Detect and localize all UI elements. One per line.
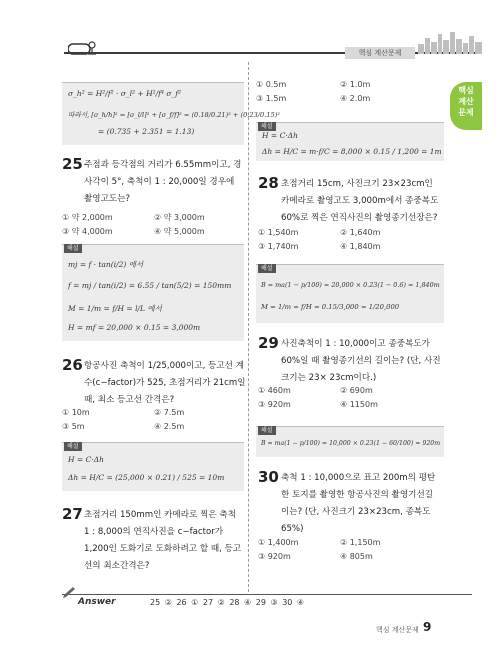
solution-box: [256, 264, 444, 323]
option-3[interactable]: ③ 1.5m: [256, 94, 287, 103]
question-line: 사각이 5°, 축척이 1 : 20,000일 경우에: [84, 177, 235, 187]
option-3[interactable]: ③ 5m: [62, 422, 85, 431]
answer-bar: [62, 594, 472, 609]
solution-line: σ_h² = H²/f² · σ_l² + H²/f⁴ σ_f²: [68, 89, 181, 98]
question-line: 촬영고도는?: [84, 194, 131, 204]
question-text: [281, 176, 451, 227]
question-line: 초점거리 15cm, 사진크기 23×23cm인: [281, 179, 433, 189]
solution-line: H = C·Δh: [262, 131, 298, 140]
question-line: 1,200인 도화기로 도화하려고 할 때, 등고: [84, 544, 242, 554]
side-tab-line-3: 문제: [458, 108, 474, 117]
solution-tag: 해설: [258, 426, 276, 435]
side-tab-line-2: 계산: [458, 97, 474, 106]
question-line: 선의 최소간격은?: [84, 561, 150, 571]
option-4[interactable]: ④ 2.5m: [154, 422, 185, 431]
solution-line: Δh = H/C = m·f/C = 8,000 × 0.15 / 1,200 = 1m: [262, 147, 442, 156]
pencil-icon: [62, 587, 76, 599]
question-text: [84, 157, 246, 208]
skyline-icon: [418, 30, 482, 54]
option-4[interactable]: ④ 1,840m: [340, 242, 381, 251]
option-4[interactable]: ④ 805m: [340, 552, 373, 561]
option-2[interactable]: ② 1.0m: [340, 80, 371, 89]
question-line: 크기는 23× 23cm이다.): [281, 373, 377, 383]
question-number: 26: [62, 356, 83, 374]
question-line: 항공사진 축척이 1/25,000이고, 등고선 계: [84, 361, 245, 371]
question-line: 수(c−factor)가 525, 초점거리가 21cm일: [84, 378, 246, 388]
question-number: 29: [258, 334, 279, 352]
solution-line: mj = f · tan(i/2) 에서: [68, 260, 144, 269]
answer-options: [258, 538, 448, 568]
question-number: 27: [62, 505, 83, 523]
solution-box: [62, 442, 244, 491]
side-tab-line-1: 핵심: [458, 86, 474, 95]
solution-line: 따라서, [σ_h/h]² = [σ_l/l]² + [σ_f/f]² = (0.18/0.21)² + (0.23/0.15)²: [68, 111, 280, 119]
question-text: [84, 358, 246, 409]
answer-options: [258, 228, 448, 258]
option-1[interactable]: ① 약 2,000m: [62, 213, 113, 222]
solution-line: M = 1/m = f/H = l/L 에서: [68, 304, 162, 313]
solution-tag: 해설: [258, 122, 276, 131]
question-number: 28: [258, 174, 279, 192]
option-3[interactable]: ③ 약 4,000m: [62, 227, 113, 236]
answer-label: Answer: [78, 597, 116, 607]
question-line: 카메라로 촬영고도 3,000m에서 종중복도: [281, 196, 439, 206]
question-text: [281, 336, 451, 387]
answer-options: [62, 212, 244, 242]
option-2[interactable]: ② 7.5m: [154, 408, 185, 417]
solution-tag: 해설: [258, 264, 276, 273]
option-3[interactable]: ③ 1,740m: [258, 242, 299, 251]
solution-box: [62, 244, 244, 341]
option-4[interactable]: ④ 2.0m: [340, 94, 371, 103]
solution-tag: 해설: [64, 244, 82, 253]
question-number: 30: [258, 468, 279, 486]
solution-line: f = mj / tan(i/2) = 6.55 / tan(5/2) = 150mm: [68, 281, 232, 290]
question-line: 한 토지를 촬영한 항공사진의 촬영기선길: [281, 490, 434, 500]
question-line: 때, 최소 등고선 간격은?: [84, 395, 175, 405]
question-line: 이는? (단, 사진크기 23×23cm, 종복도: [281, 507, 431, 517]
page-number: 9: [423, 620, 432, 634]
solution-line: M = 1/m = f/H = 0.15/3,000 = 1/20,000: [261, 303, 400, 311]
answer-options: [256, 80, 446, 110]
solution-box: [256, 426, 444, 457]
question-line: 60%일 때 촬영종기선의 길이는? (단, 사진: [281, 356, 441, 366]
option-2[interactable]: ② 690m: [340, 386, 373, 395]
question-text: [84, 507, 246, 575]
side-chapter-tab: [450, 82, 482, 130]
question-line: 초점거리 150mm인 카메라로 찍은 축척: [84, 510, 236, 520]
solution-box: [256, 122, 444, 161]
option-2[interactable]: ② 1,640m: [340, 228, 381, 237]
question-line: 65%): [281, 524, 304, 534]
solution-line: B = ma(1 − p/100) = 10,000 × 0.23(1 − 60/100) = 920m: [261, 440, 441, 447]
option-2[interactable]: ② 약 3,000m: [154, 213, 205, 222]
solution-line: H = C·Δh: [68, 455, 104, 464]
answer-options: [62, 408, 244, 438]
footer-chapter: 핵심 계산문제: [376, 626, 419, 634]
solution-line: = (0.735 + 2.351 = 1.13): [98, 127, 195, 136]
question-line: 주점과 등각점의 거리가 6.55mm이고, 경: [84, 160, 242, 170]
option-3[interactable]: ③ 920m: [258, 400, 291, 409]
option-4[interactable]: ④ 1150m: [340, 400, 378, 409]
question-line: 축척 1 : 10,000으로 표고 200m의 평탄: [281, 473, 436, 483]
option-1[interactable]: ① 10m: [62, 408, 90, 417]
option-4[interactable]: ④ 약 5,000m: [154, 227, 205, 236]
option-1[interactable]: ① 1,540m: [258, 228, 299, 237]
option-1[interactable]: ① 460m: [258, 386, 291, 395]
answer-options: [258, 386, 448, 416]
answer-values: 25 ② 26 ① 27 ② 28 ④ 29 ③ 30 ④: [150, 598, 305, 607]
question-line: 사진축척이 1 : 10,000이고 종중복도가: [281, 339, 430, 349]
option-1[interactable]: ① 1,400m: [258, 538, 299, 547]
solution-line: Δh = H/C = (25,000 × 0.21) / 525 = 10m: [68, 473, 225, 482]
question-line: 60%로 찍은 연직사진의 촬영종기선장은?: [281, 213, 438, 223]
question-number: 25: [62, 155, 83, 173]
question-text: [281, 470, 451, 538]
option-3[interactable]: ③ 920m: [258, 552, 291, 561]
column-divider: [248, 62, 249, 592]
option-2[interactable]: ② 1,150m: [340, 538, 381, 547]
solution-line: B = ma(1 − p/100) = 20,000 × 0.23(1 − 0.6) = 1,840m: [261, 281, 440, 289]
solution-line: H = mf = 20,000 × 0.15 = 3,000m: [68, 323, 201, 332]
question-line: 1 : 8,000의 연직사진을 c−factor가: [84, 527, 224, 537]
option-1[interactable]: ① 0.5m: [256, 80, 287, 89]
header-chapter-tag: 핵심 계산문제: [345, 47, 415, 59]
solution-tag: 해설: [64, 442, 82, 451]
